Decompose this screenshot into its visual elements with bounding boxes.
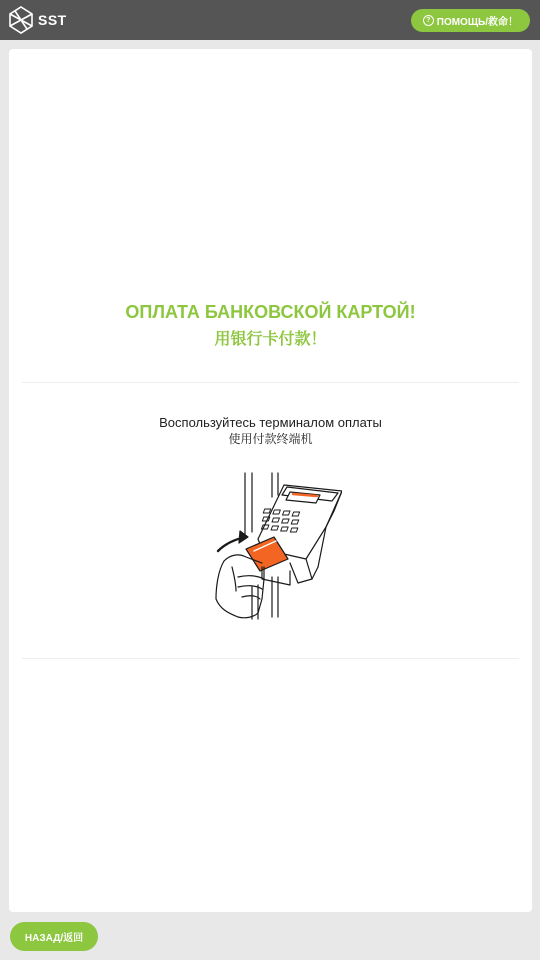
logo-text: SST xyxy=(38,12,67,28)
instruction-text-chinese: 使用付款终端机 xyxy=(228,432,313,446)
page-title: ОПЛАТА БАНКОВСКОЙ КАРТОЙ! xyxy=(125,302,416,322)
back-button[interactable]: НАЗАД/返回 xyxy=(10,922,98,951)
help-button[interactable] xyxy=(411,9,530,32)
top-bar xyxy=(0,0,540,40)
instruction-text: Воспользуйтесь терминалом оплаты xyxy=(159,415,382,430)
card-terminal-illustration xyxy=(202,467,342,627)
question-icon: ? xyxy=(423,15,434,26)
main-card xyxy=(9,49,532,912)
card-terminal-icon xyxy=(202,467,342,627)
divider-bottom xyxy=(22,658,519,659)
logo xyxy=(8,5,67,35)
help-button-label: ПОМОЩЬ/救命！ xyxy=(436,17,518,28)
divider-top xyxy=(22,382,519,383)
sst-logo-icon xyxy=(8,5,34,35)
page-title-chinese: 用银行卡付款！ xyxy=(214,329,327,348)
